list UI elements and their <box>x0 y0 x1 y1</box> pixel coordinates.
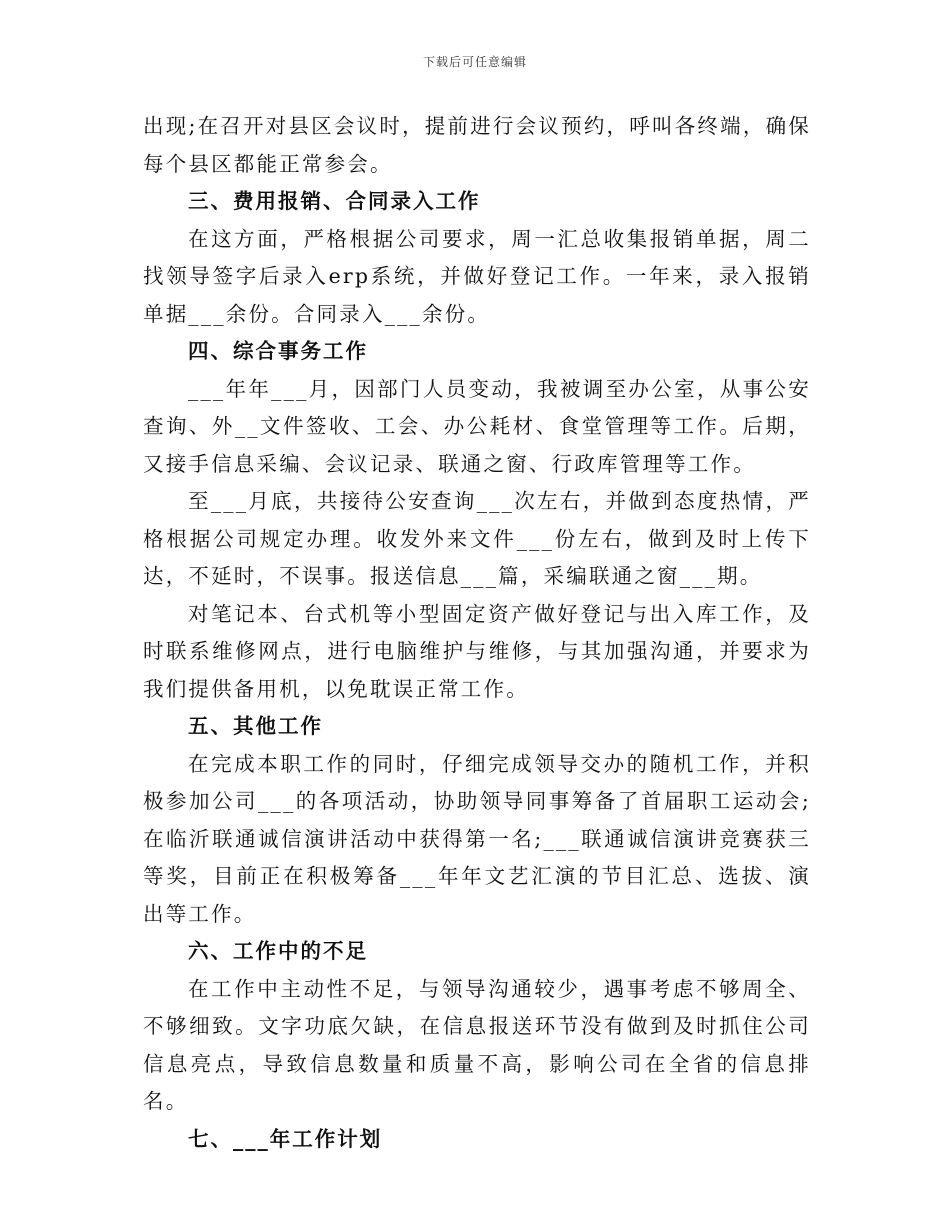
paragraph-reception: 至___月底，共接待公安查询___次左右，并做到态度热情，严格根据公司规定办理。收发外来文件___份左右，做到及时上传下达，不延时，不误事。报送信息___篇，采编联通之窗___期。 <box>143 489 811 588</box>
paragraph-expense: 在这方面，严格根据公司要求，周一汇总收集报销单据，周二找领导签字后录入erp系统，并做好登记工作。一年来，录入报销单据___余份。合同录入___余份。 <box>143 226 811 326</box>
document-body <box>143 108 811 1158</box>
section-heading-other-work: 五、其他工作 <box>188 714 323 738</box>
page-header: 下载后可任意编辑 <box>422 55 527 69</box>
section-heading-expense: 三、费用报销、合同录入工作 <box>188 189 481 213</box>
paragraph-assets: 对笔记本、台式机等小型固定资产做好登记与出入库工作，及时联系维修网点，进行电脑维护与维修，与其加强沟通，并要求为我们提供备用机，以免耽误正常工作。 <box>143 601 811 701</box>
section-heading-general-affairs: 四、综合事务工作 <box>188 339 368 363</box>
paragraph-other-work: 在完成本职工作的同时，仔细完成领导交办的随机工作，并积极参加公司___的各项活动，协助领导同事筹备了首届职工运动会;在临沂联通诚信演讲活动中获得第一名;___联通诚信演讲竞赛获三等奖，目前正在积极筹备___年年文艺汇演的节目汇总、选拔、演出等工作。 <box>143 751 811 926</box>
paragraph-transfer: ___年年___月，因部门人员变动，我被调至办公室，从事公安查询、外__文件签收、工会、办公耗材、食堂管理等工作。后期，又接手信息采编、会议记录、联通之窗、行政库管理等工作。 <box>143 376 811 476</box>
paragraph-continuation: 出现;在召开对县区会议时，提前进行会议预约，呼叫各终端，确保每个县区都能正常参会。 <box>143 114 811 176</box>
section-heading-work-plan: 七、___年工作计划 <box>188 1126 383 1151</box>
paragraph-shortcomings: 在工作中主动性不足，与领导沟通较少，遇事考虑不够周全、不够细致。文字功底欠缺，在信息报送环节没有做到及时抓住公司信息亮点，导致信息数量和质量不高，影响公司在全省的信息排名。 <box>143 976 811 1113</box>
section-heading-shortcomings: 六、工作中的不足 <box>188 939 368 963</box>
